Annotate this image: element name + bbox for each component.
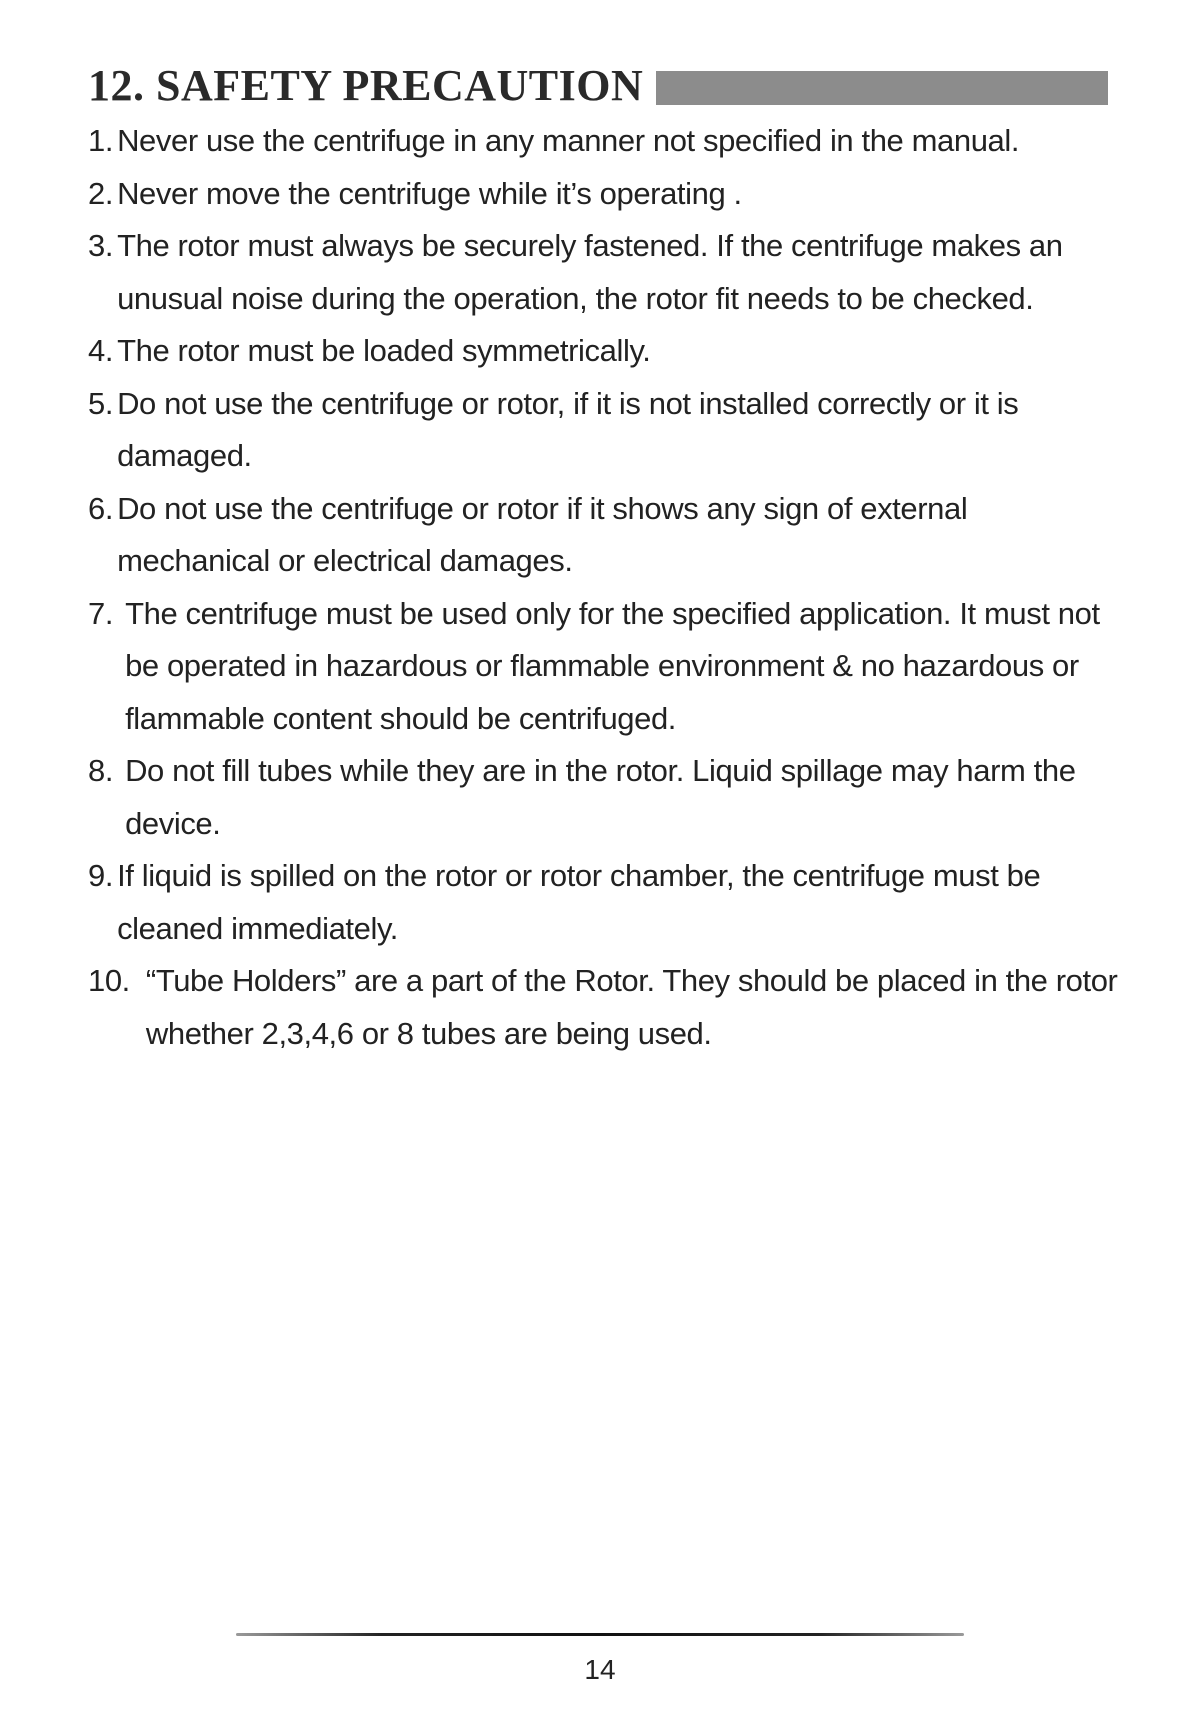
list-item (88, 850, 1118, 955)
item-text: Do not use the centrifuge or rotor, if it is not installed correctly or it is damaged. (117, 385, 1019, 473)
list-item (88, 378, 1118, 483)
page-title: 12. SAFETY PRECAUTION (88, 61, 644, 110)
footer-divider (236, 1633, 964, 1636)
item-number: 6. (88, 490, 114, 526)
item-number: 10. (88, 963, 130, 998)
list-item (88, 745, 1118, 850)
list-item (88, 955, 1118, 1060)
item-text: Never move the centrifuge while it’s operating . (117, 175, 742, 211)
item-number: 3. (88, 228, 114, 263)
item-text: Never use the centrifuge in any manner not specified in the manual. (117, 123, 1020, 158)
item-number: 2. (88, 175, 114, 211)
list-item (88, 483, 1118, 588)
item-text: “Tube Holders” are a part of the Rotor. They should be placed in the rotor whether 2,3,4,6 or 8 tubes are being used. (145, 963, 1118, 1051)
list-item (88, 115, 1118, 168)
item-number: 7. (88, 595, 114, 631)
list-item (88, 220, 1118, 325)
item-number: 1. (88, 123, 114, 158)
item-text: The centrifuge must be used only for the specified application. It must not be operated in hazardous or flammable environment & no hazardous or flammable content should be centrifuged. (125, 595, 1100, 736)
item-text: Do not fill tubes while they are in the rotor. Liquid spillage may harm the device. (125, 753, 1076, 841)
list-item (88, 168, 1118, 221)
item-number: 4. (88, 333, 114, 368)
item-text: Do not use the centrifuge or rotor if it shows any sign of external mechanical or electrical damages. (117, 490, 968, 578)
heading-decorative-bar (656, 71, 1108, 105)
item-number: 5. (88, 385, 114, 421)
page-number: 14 (584, 1654, 616, 1685)
list-item (88, 588, 1118, 746)
precaution-list (88, 115, 1118, 1060)
item-text: If liquid is spilled on the rotor or rotor chamber, the centrifuge must be cleaned immediately. (117, 858, 1041, 946)
item-number: 8. (88, 753, 114, 788)
list-item (88, 325, 1118, 378)
item-text: The rotor must be loaded symmetrically. (117, 333, 651, 368)
section-heading (88, 56, 1108, 116)
item-number: 9. (88, 858, 114, 893)
item-text: The rotor must always be securely fastened. If the centrifuge makes an unusual noise during the operation, the rotor fit needs to be checked. (117, 228, 1063, 316)
